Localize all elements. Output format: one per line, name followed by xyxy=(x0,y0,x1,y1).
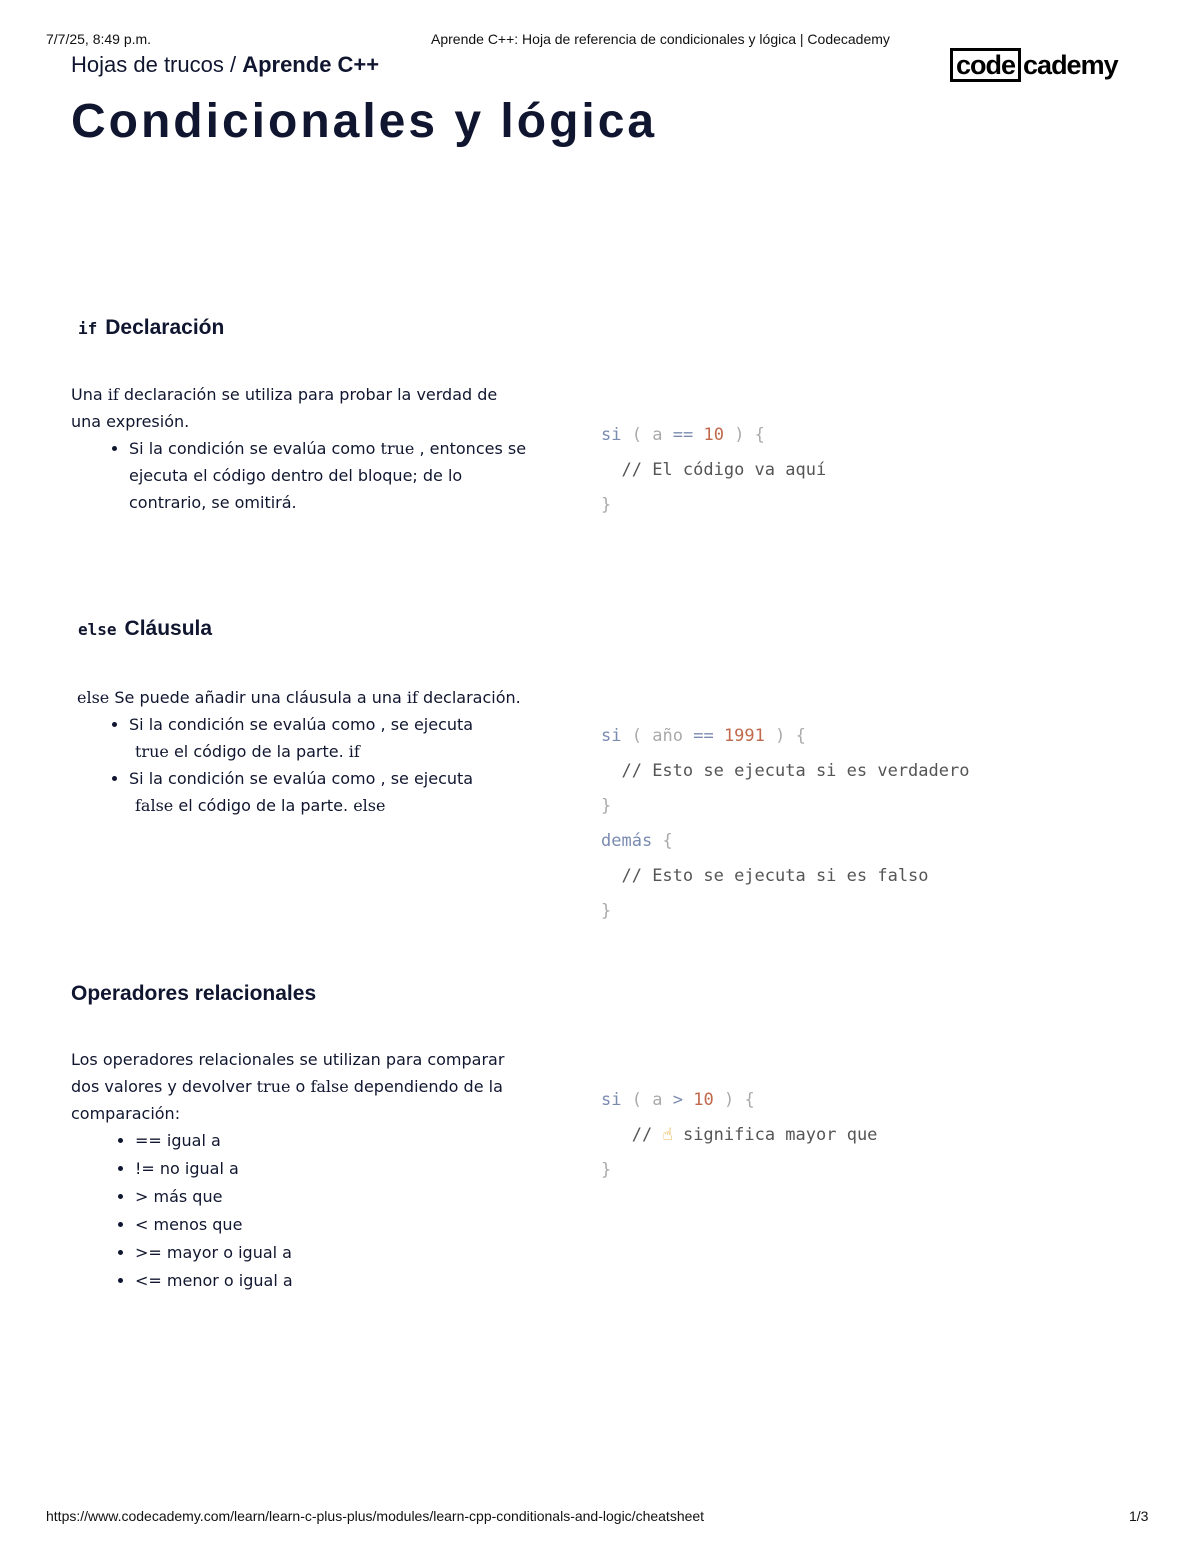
list-item: • >= mayor o igual a xyxy=(135,1239,511,1267)
breadcrumb-current: Aprende C++ xyxy=(242,52,380,77)
inline-code: true xyxy=(256,1077,291,1096)
section-keyword: if xyxy=(78,319,98,338)
list-item: • Si la condición se evalúa como , se ejecuta true el código de la parte. if xyxy=(129,711,547,765)
section-title: Declaración xyxy=(105,316,225,339)
breadcrumb xyxy=(71,52,379,78)
list-item: • == igual a xyxy=(135,1127,511,1155)
codecademy-logo[interactable] xyxy=(950,48,1118,82)
section-else-heading xyxy=(78,617,212,641)
print-url: https://www.codecademy.com/learn/learn-c-plus-plus/modules/learn-cpp-conditionals-and-logic/cheatsheet xyxy=(46,1508,705,1524)
print-page-number: 1/3 xyxy=(1129,1508,1149,1524)
section-title: Cláusula xyxy=(124,617,213,640)
print-doc-title: Aprende C++: Hoja de referencia de condicionales y lógica | Codecademy xyxy=(431,31,890,47)
inline-code: else xyxy=(353,796,386,815)
list-item: • <= menor o igual a xyxy=(135,1267,511,1295)
list-item: • Si la condición se evalúa como true , entonces se ejecuta el código dentro del bloque; de lo contrario, se omitirá. xyxy=(129,435,531,516)
breadcrumb-prefix[interactable]: Hojas de trucos / xyxy=(71,52,243,77)
code-example-else: si ( año == 1991 ) { // Esto se ejecuta si es verdadero } demás { // Esto se ejecuta si es falso } xyxy=(601,726,970,921)
section-operators-description: Los operadores relacionales se utilizan para comparar dos valores y devolver true o false dependiendo de la comparación: • == igual a • != no igual a • > más que • < menos que • >= mayor o igual a • <= menor o igual a xyxy=(71,1046,511,1295)
inline-code: true xyxy=(135,742,169,761)
section-keyword: else xyxy=(78,620,117,639)
logo-rest-text: cademy xyxy=(1023,50,1118,80)
inline-code: false xyxy=(310,1077,349,1096)
code-example-operators: si ( a > 10 ) { // ☝ significa mayor que } xyxy=(601,1090,878,1180)
inline-code: else xyxy=(77,688,110,707)
section-if-description: Una if declaración se utiliza para probar la verdad de una expresión. • Si la condición se evalúa como true , entonces se ejecuta el código dentro del bloque; de lo contrario, se omitirá. xyxy=(71,381,531,516)
inline-code: if xyxy=(107,385,119,404)
list-item: • < menos que xyxy=(135,1211,511,1239)
section-if-heading xyxy=(78,316,224,340)
page-title: Condicionales y lógica xyxy=(71,95,658,148)
inline-code: if xyxy=(348,742,360,761)
logo-boxed-text: code xyxy=(950,48,1021,82)
code-example-if: si ( a == 10 ) { // El código va aquí } xyxy=(601,425,827,515)
pointing-up-icon: ☝ xyxy=(662,1125,673,1145)
list-item: • != no igual a xyxy=(135,1155,511,1183)
inline-code: true xyxy=(380,439,415,458)
inline-code: if xyxy=(406,688,418,707)
section-operators-heading xyxy=(71,982,316,1006)
section-else-description: else Se puede añadir una cláusula a una if declaración. • Si la condición se evalúa como , se ejecuta true el código de la parte. if • Si la condición se evalúa como , se ejecuta false el código de la parte. else xyxy=(77,684,547,819)
list-item: • > más que xyxy=(135,1183,511,1211)
list-item: • Si la condición se evalúa como , se ejecuta false el código de la parte. else xyxy=(129,765,547,819)
print-datetime: 7/7/25, 8:49 p.m. xyxy=(46,31,152,47)
inline-code: false xyxy=(135,796,174,815)
section-title: Operadores relacionales xyxy=(71,982,317,1005)
